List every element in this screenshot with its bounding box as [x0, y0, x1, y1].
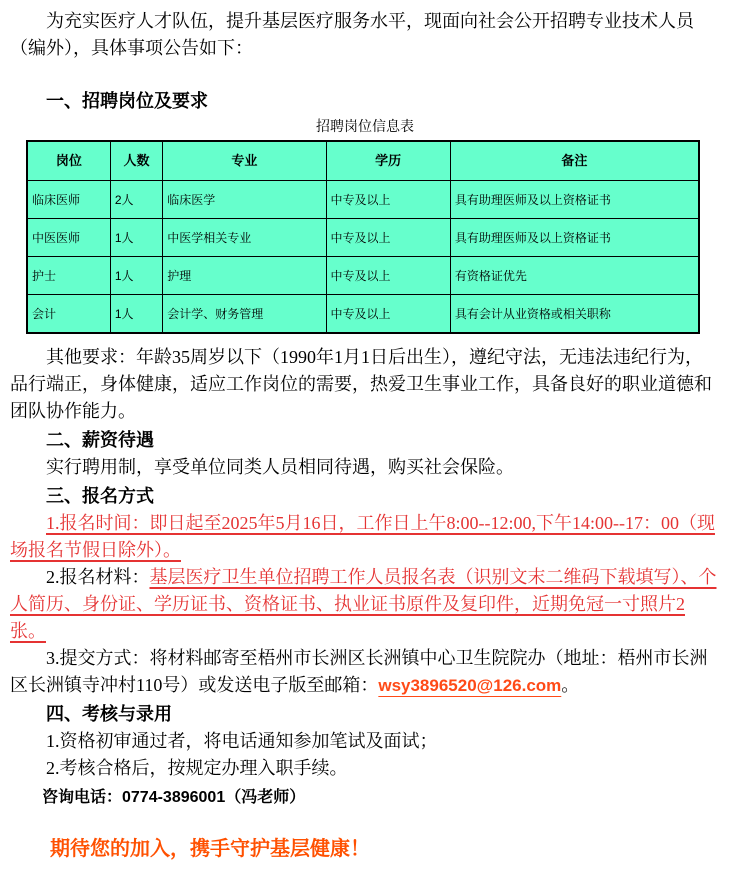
submission-paragraph — [10, 645, 720, 699]
job-positions-table — [26, 140, 700, 334]
col-header-education: 学历 — [326, 141, 450, 181]
cell-count: 2人 — [110, 181, 162, 219]
section2-heading: 二、薪资待遇 — [46, 430, 154, 450]
cell-position: 临床医师 — [27, 181, 110, 219]
cell-education: 中专及以上 — [326, 181, 450, 219]
cell-education: 中专及以上 — [326, 257, 450, 295]
col-header-count: 人数 — [110, 141, 162, 181]
email-link[interactable]: wsy3896520@126.com — [378, 676, 562, 695]
table-row — [27, 295, 699, 334]
other-requirements-paragraph: 其他要求：年龄35周岁以下（1990年1月1日后出生），遵纪守法，无违法违纪行为，品行端正，身体健康，适应工作岗位的需要，热爱卫生事业工作，具备良好的职业道德和团队协作能力。 — [10, 347, 712, 421]
table-title: 招聘岗位信息表 — [316, 120, 414, 135]
table-row — [27, 181, 699, 219]
cell-notes: 有资格证优先 — [450, 257, 699, 295]
table-header-row — [27, 141, 699, 181]
registration-time-paragraph: 1.报名时间：即日起至2025年5月16日，工作日上午8:00--12:00,下午14:00--17：00（现场报名节假日除外）。 — [10, 513, 715, 560]
submission-text: 3.提交方式：将材料邮寄至梧州市长洲区长洲镇中心卫生院院办（地址：梧州市长洲区长洲镇寺冲村110号）或发送电子版至邮箱： — [10, 648, 708, 695]
cell-count: 1人 — [110, 257, 162, 295]
cell-notes: 具有会计从业资格或相关职称 — [450, 295, 699, 334]
cell-count: 1人 — [110, 219, 162, 257]
cell-notes: 具有助理医师及以上资格证书 — [450, 181, 699, 219]
cell-education: 中专及以上 — [326, 295, 450, 334]
cell-major: 会计学、财务管理 — [163, 295, 326, 334]
table-row — [27, 219, 699, 257]
cell-notes: 具有助理医师及以上资格证书 — [450, 219, 699, 257]
table-row — [27, 257, 699, 295]
intro-paragraph: 为充实医疗人才队伍，提升基层医疗服务水平，现面向社会公开招聘专业技术人员（编外），具体事项公告如下： — [10, 11, 694, 58]
section3-heading: 三、报名方式 — [46, 486, 154, 506]
col-header-position: 岗位 — [27, 141, 110, 181]
section1-heading: 一、招聘岗位及要求 — [46, 91, 208, 111]
registration-materials-paragraph — [10, 564, 720, 645]
assessment-item-1: 1.资格初审通过者，将电话通知参加笔试及面试； — [46, 731, 438, 751]
cell-position: 中医医师 — [27, 219, 110, 257]
registration-materials-label: 2.报名材料： — [46, 567, 150, 587]
cell-position: 护士 — [27, 257, 110, 295]
cell-count: 1人 — [110, 295, 162, 334]
closing-slogan: 期待您的加入，携手守护基层健康！ — [50, 838, 370, 860]
contact-phone: 咨询电话：0774-3896001（冯老师） — [42, 789, 306, 806]
col-header-notes: 备注 — [450, 141, 699, 181]
section4-heading: 四、考核与录用 — [46, 704, 172, 724]
salary-paragraph: 实行聘用制，享受单位同类人员相同待遇，购买社会保险。 — [46, 457, 514, 477]
registration-materials-list: 基层医疗卫生单位招聘工作人员报名表（识别文末二维码下载填写）、个人简历、身份证、学历证书、资格证书、执业证书原件及复印件，近期免冠一寸照片2张。 — [10, 567, 717, 641]
cell-major: 临床医学 — [163, 181, 326, 219]
cell-major: 中医学相关专业 — [163, 219, 326, 257]
cell-education: 中专及以上 — [326, 219, 450, 257]
submission-text-end: 。 — [561, 675, 580, 695]
cell-major: 护理 — [163, 257, 326, 295]
cell-position: 会计 — [27, 295, 110, 334]
assessment-item-2: 2.考核合格后，按规定办理入职手续。 — [46, 758, 348, 778]
col-header-major: 专业 — [163, 141, 326, 181]
